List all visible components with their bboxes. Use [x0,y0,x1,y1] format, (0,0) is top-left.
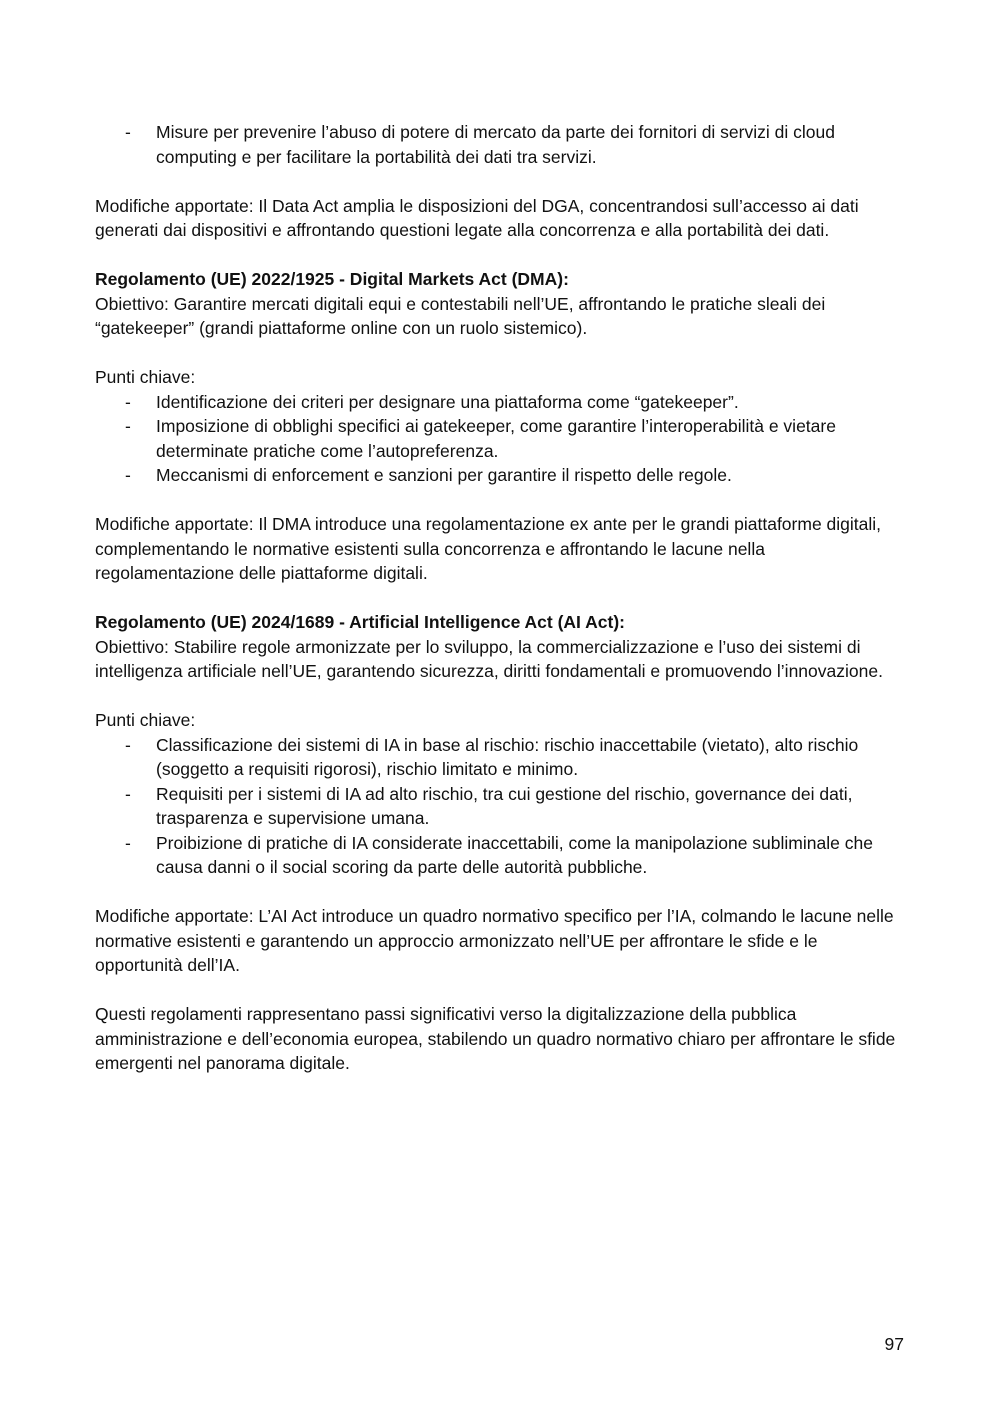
data-act-modifiche-paragraph: Modifiche apportate: Il Data Act amplia le disposizioni del DGA, concentrandosi sull’accesso ai dati generati dai dispositivi e affrontando questioni legate alla concorrenza e alla portabilità dei dati. [95,195,859,240]
bullet-dash: - [125,416,131,436]
ai-act-punti-chiave-label: Punti chiave: [95,710,196,730]
spacer [95,243,907,268]
ai-act-obiettivo-paragraph: Obiettivo: Stabilire regole armonizzate per lo sviluppo, la commercializzazione e l’uso dei sistemi di intelligenza artificiale nell’UE, garantendo sicurezza, diritti fondamentali e promuovendo l’innovazione. [95,636,883,681]
ai-act-heading: Regolamento (UE) 2024/1689 - Artificial Intelligence Act (AI Act): [95,612,625,632]
bullet-text: Misure per prevenire l’abuso di potere di mercato da parte dei fornitori di servizi di cloud computing e per facilitare la portabilità dei dati tra servizi. [156,122,835,167]
spacer [95,684,907,709]
spacer [95,488,907,513]
spacer [95,880,907,905]
bullet-dash: - [125,734,131,755]
data-act-bullet-list [95,120,907,169]
list-item [95,414,907,463]
list-item [95,831,907,880]
ai-act-bullet-list [95,733,907,880]
spacer [95,586,907,611]
dma-heading: Regolamento (UE) 2022/1925 - Digital Markets Act (DMA): [95,269,569,289]
dma-bullet-list [95,390,907,488]
bullet-dash: - [125,832,131,853]
list-item [95,390,907,415]
bullet-dash: - [125,783,131,804]
dma-punti-chiave-label: Punti chiave: [95,367,196,387]
bullet-dash: - [125,391,131,412]
bullet-text: Proibizione di pratiche di IA considerate inaccettabili, come la manipolazione subliminale che causa danni o il social scoring da parte delle autorità pubbliche. [156,832,873,877]
page-number: 97 [884,1334,904,1354]
list-item [95,733,907,782]
bullet-dash: - [125,122,131,142]
list-item [95,463,907,488]
bullet-text: Meccanismi di enforcement e sanzioni per garantire il rispetto delle regole. [156,465,732,485]
ai-act-modifiche-paragraph: Modifiche apportate: L’AI Act introduce un quadro normativo specifico per l’IA, colmando le lacune nelle normative esistenti e garantendo un approccio armonizzato nell’UE per affrontare le sfide e le opportunità dell’IA. [95,906,894,975]
list-item [95,120,907,169]
bullet-text: Imposizione di obblighi specifici ai gatekeeper, come garantire l’interoperabilità e vietare determinate pratiche come l’autopreferenza. [156,416,836,461]
dma-obiettivo-paragraph: Obiettivo: Garantire mercati digitali equi e contestabili nell’UE, affrontando le pratiche sleali dei “gatekeeper” (grandi piattaforme online con un ruolo sistemico). [95,293,826,338]
bullet-text: Requisiti per i sistemi di IA ad alto rischio, tra cui gestione del rischio, governance dei dati, trasparenza e supervisione umana. [156,783,853,828]
list-item [95,782,907,831]
spacer [95,169,907,194]
spacer [95,341,907,366]
bullet-text: Classificazione dei sistemi di IA in base al rischio: rischio inaccettabile (vietato), alto rischio (soggetto a requisiti rigorosi), rischio limitato e minimo. [156,734,859,779]
conclusion-paragraph: Questi regolamenti rappresentano passi significativi verso la digitalizzazione della pubblica amministrazione e dell’economia europea, stabilendo un quadro normativo chiaro per affrontare le sfide emergenti nel panorama digitale. [95,1004,896,1073]
bullet-dash: - [125,465,131,485]
page-content [95,120,907,1076]
spacer [95,978,907,1003]
bullet-text: Identificazione dei criteri per designare una piattaforma come “gatekeeper”. [156,391,739,412]
dma-modifiche-paragraph: Modifiche apportate: Il DMA introduce una regolamentazione ex ante per le grandi piattaforme digitali, complementando le normative esistenti sulla concorrenza e affrontando le lacune nella regolamentazione delle piattaforme digitali. [95,514,882,583]
